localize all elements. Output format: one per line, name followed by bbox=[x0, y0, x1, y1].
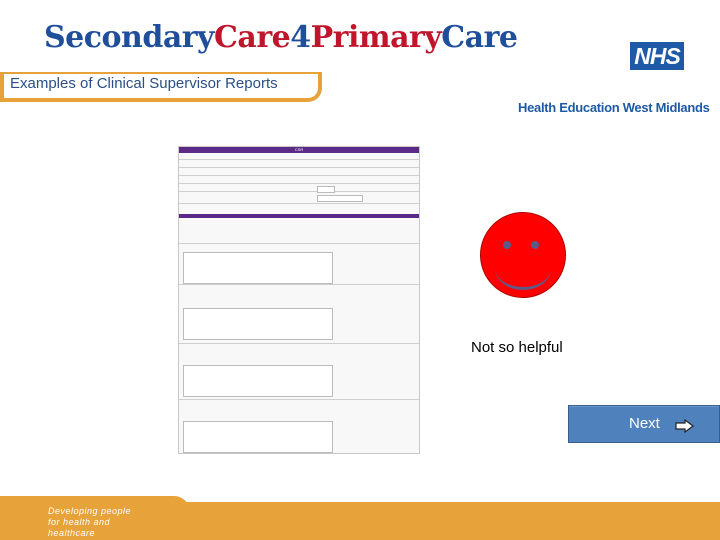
clinical-supervisor-report-form-image bbox=[178, 146, 420, 454]
nhs-logo: NHS bbox=[630, 42, 684, 70]
title-care-1: Care bbox=[214, 20, 291, 55]
page-subtitle: Examples of Clinical Supervisor Reports bbox=[10, 75, 278, 92]
title-care-2: Care bbox=[441, 20, 518, 55]
neutral-face-icon bbox=[480, 212, 566, 298]
organisation-name: Health Education West Midlands bbox=[518, 100, 710, 115]
title-four: 4 bbox=[290, 20, 311, 55]
mouth bbox=[495, 247, 551, 290]
arrow-right-icon bbox=[675, 419, 695, 433]
footer-tagline: Developing people for health and healthcare bbox=[48, 506, 132, 538]
next-button[interactable] bbox=[568, 405, 720, 443]
page-title bbox=[44, 20, 518, 55]
title-secondary: Secondary bbox=[44, 20, 214, 55]
title-primary: Primary bbox=[310, 20, 442, 55]
next-button-label: Next bbox=[629, 415, 660, 432]
form-header: CSR bbox=[179, 147, 419, 153]
face-caption: Not so helpful bbox=[471, 339, 563, 356]
